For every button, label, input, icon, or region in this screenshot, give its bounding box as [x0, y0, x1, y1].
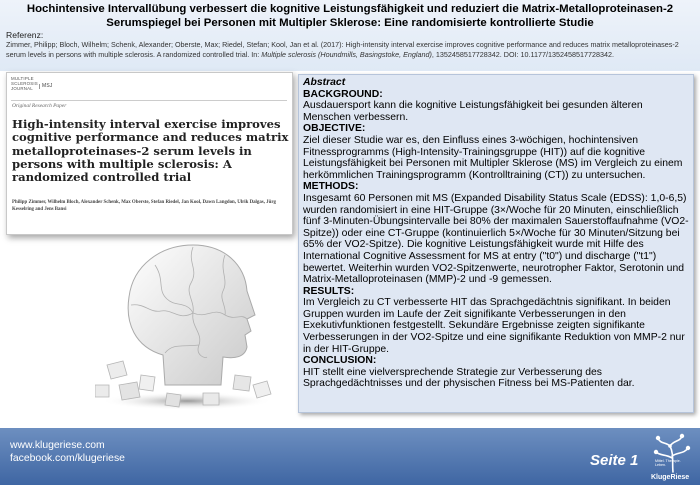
website-link[interactable]: www.klugeriese.com — [10, 440, 105, 451]
reference-label: Referenz: — [6, 30, 44, 40]
abstract-text-results: Im Vergleich zu CT verbesserte HIT das Sprachgedächtnis signifikant. In beiden Gruppen wurden im Laufe der Zeit signifikante Verbesserungen in den Exekutivfunktionen festgestellt. Sekundäre Ergebnisse zeigten signifikante Verbesserungen in der VO2-Spitze und eine signifikante Reduktion von MMP-2 nur in der HIT-Gruppe. — [303, 297, 685, 355]
paper-type: Original Research Paper — [12, 103, 67, 109]
abstract-text-background: Ausdauersport kann die kognitive Leistungsfähigkeit bei gesunden älteren Menschen verbessern. — [303, 100, 643, 123]
logo-name: KlugeRiese — [651, 474, 690, 481]
abstract-content — [303, 77, 691, 390]
divider — [11, 100, 287, 101]
journal-logo-line: SCLEROSIS — [11, 81, 38, 86]
logo-tagline: Mittel. Therapie. Leben. — [655, 459, 681, 468]
abstract-heading-objective: OBJECTIVE: — [303, 123, 366, 135]
footer-links — [10, 440, 125, 465]
abstract-text-objective: Ziel dieser Studie war es, den Einfluss eines 3-wöchigen, hochintensiven Fitnessprogramms (High-Intensity-Trainingsgruppe (HIT)) auf die kognitive Leistungsfähigkeit bei Personen mit Multipler Sklerose (MS) im Vergleich zu einem herkömmlichen Trainingsprogramm (Kontrolltraining (CT)) zu untersuchen. — [303, 134, 683, 181]
reference-tail: , 1352458517728342. DOI: 10.1177/1352458517728342. — [431, 49, 614, 59]
tree-logo-icon — [648, 432, 698, 476]
abstract-text-methods: Insgesamt 60 Personen mit MS (Expanded Disability Status Scale (EDSS): 1,0-6,5) wurden randomisiert in eine HIT-Gruppe (3×/Woche für 20 Minuten, einschließlich fünf 3-Minuten-Übungsintervalle bei 80% der maximalen Sauerstoffaufnahme (VO2-Spitze)) oder eine CT-Gruppe (kontinuierlich 5×/Woche für 30 Minuten/Sitzung bei 65% der VO2-Spitze). Die kognitive Leistungsfähigkeit wurde mit Hilfe des International Cognitive Assessment for MS at entry ("t0") und discharge ("t1") bewertet. Weiterhin wurden VO2-Spitzenwerte, neurotropher Faktor, Serotonin und Matrix-Metalloproteinasen (MMP)-2 und -9 gemessen. — [303, 192, 689, 286]
paper-title: High-intensity interval exercise improves cognitive performance and reduces matrix metalloproteinases-2 serum levels in persons with multiple sclerosis: A randomized controlled trial — [12, 117, 289, 185]
reference-journal: Multiple sclerosis (Houndmills, Basingstoke, England) — [261, 49, 432, 59]
reference-citation — [6, 40, 686, 59]
paper-authors: Philipp Zimmer, Wilhelm Bloch, Alexander Schenk, Max Oberste, Stefan Riedel, Jan Kool, Dawn Langdon, Ulrik Dalgas, Jürg Kesselring and Jens Bansi — [12, 200, 276, 212]
abstract-text-conclusion: HIT stellt eine vielversprechende Strategie zur Verbesserung des Sprachgedächtnisses und der physischen Fitness bei MS-Patienten dar. — [303, 366, 635, 390]
reference-main: Zimmer, Philipp; Bloch, Wilhelm; Schenk, Alexander; Oberste, Max; Riedel, Stefan; Kool, Jan et al. (2017): High-intensity interval exercise improves cognitive performance and reduces matrix metalloproteinases-2 serum levels in persons with multiple sclerosis. A randomized controlled trial. In: — [6, 40, 679, 59]
abstract-panel — [298, 74, 694, 413]
abstract-heading-background: BACKGROUND: — [303, 88, 383, 100]
journal-logo — [11, 76, 55, 100]
abstract-heading-results: RESULTS: — [303, 285, 355, 297]
paper-thumbnail — [6, 72, 293, 235]
facebook-link[interactable]: facebook.com/klugeriese — [10, 452, 125, 464]
abstract-title: Abstract — [303, 77, 346, 88]
page-number: Seite 1 — [590, 452, 639, 469]
puzzle-head-illustration — [95, 235, 280, 410]
puzzle-head-icon — [95, 235, 280, 410]
abstract-heading-conclusion: CONCLUSION: — [303, 355, 377, 367]
page-title: Hochintensive Intervallübung verbessert die kognitive Leistungsfähigkeit und reduziert die Matrix-Metalloproteinasen-2 Serumspiegel bei Personen mit Multipler Sklerose: Eine randomisierte kontrollierte Studie — [26, 3, 674, 29]
journal-abbr: MSJ — [39, 84, 53, 89]
journal-logo-line: JOURNAL — [11, 86, 33, 91]
journal-logo-line: MULTIPLE — [11, 76, 34, 81]
abstract-heading-methods: METHODS: — [303, 181, 359, 193]
